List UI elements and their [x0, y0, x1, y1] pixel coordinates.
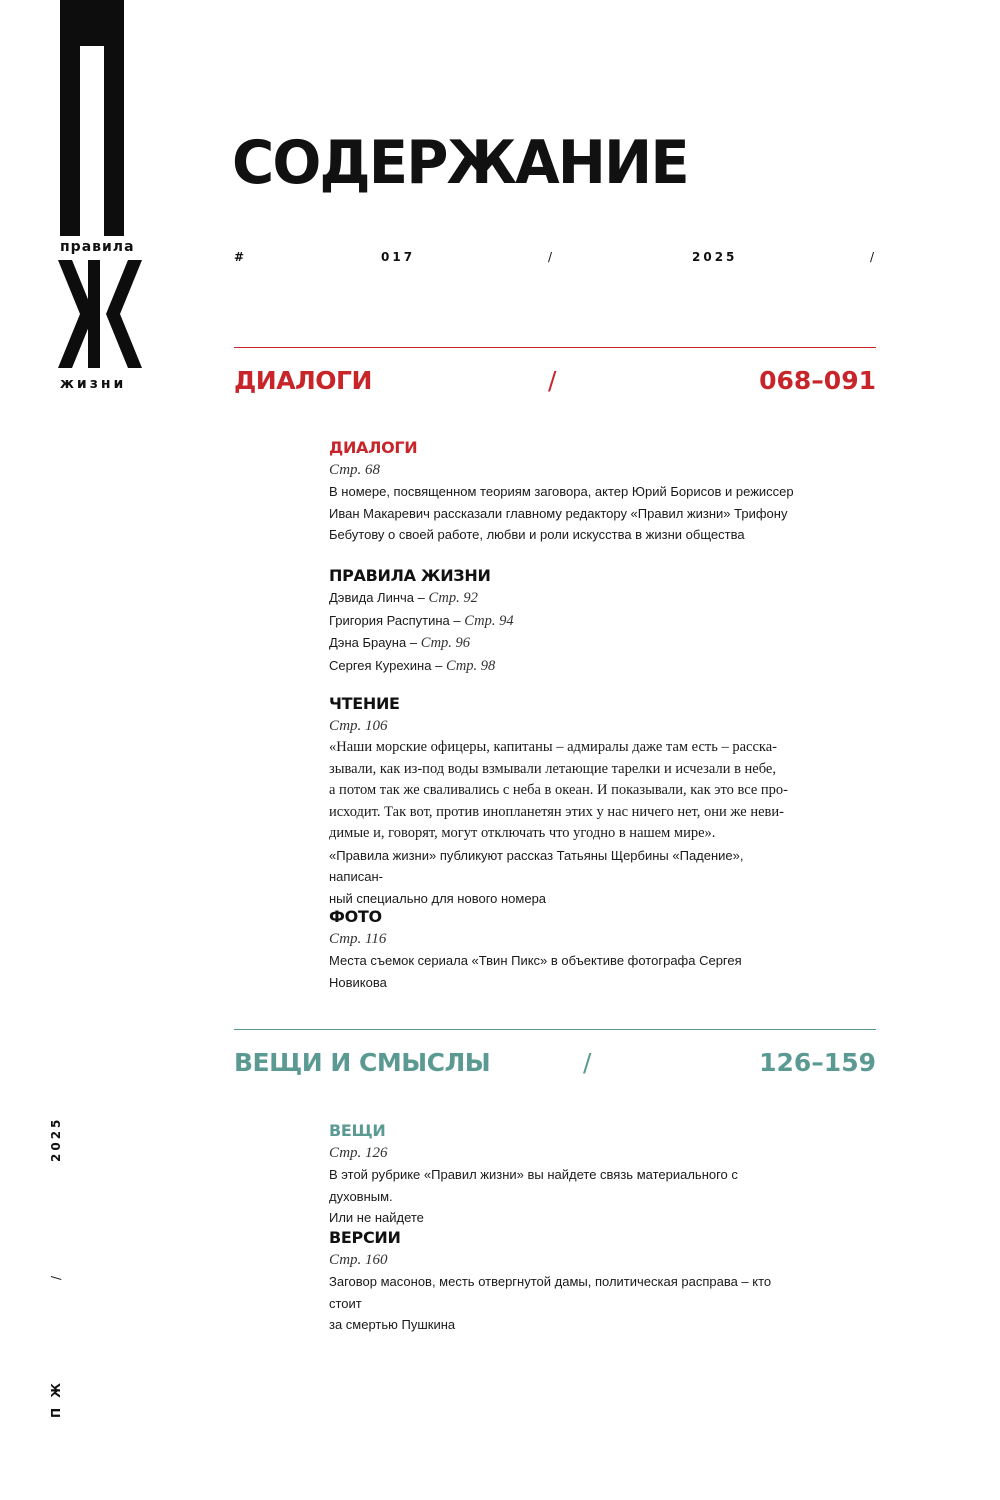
section-page-range: 068–091: [759, 366, 876, 395]
list-item[interactable]: Дэвида Линча – Стр. 92: [329, 590, 478, 606]
entry-title: ВЕЩИ: [329, 1121, 386, 1140]
issue-hash: #: [234, 250, 248, 264]
entry-description: «Правила жизни» публикуют рассказ Татьяны Щербины «Падение», написан- ный специально для нового номера: [329, 847, 744, 906]
entry-title: ФОТО: [329, 907, 382, 926]
sidebar-initials: П Ж: [49, 1380, 63, 1418]
entry-page: Стр. 160: [329, 1252, 388, 1268]
sidebar-slash: /: [49, 1272, 63, 1280]
section-rule: [234, 347, 876, 348]
entry-description: Заговор масонов, месть отвергнутой дамы, политическая расправа – кто стоит за смертью Пушкина: [329, 1274, 772, 1332]
section-rule: [234, 1029, 876, 1030]
entry-description: Места съемок сериала «Твин Пикс» в объективе фотографа Сергея Новикова: [329, 953, 742, 990]
entry-description: В этой рубрике «Правил жизни» вы найдете связь материального с духовным. Или не найдете: [329, 1167, 738, 1225]
list-item[interactable]: Сергея Курехина – Стр. 98: [329, 657, 496, 674]
logo-letter-zh: [58, 260, 142, 368]
entry-description: В номере, посвященном теориям заговора, актер Юрий Борисов и режиссер Иван Макаревич рассказали главному редактору «Правил жизни» Трифону Бебутову о своей работе, любви и роли искусства в жизни общества: [329, 484, 794, 542]
toc-entry[interactable]: [329, 565, 799, 677]
toc-entry[interactable]: [329, 1120, 799, 1229]
logo-top-word: правила: [60, 239, 135, 255]
issue-separator: /: [870, 250, 878, 264]
entry-title: ПРАВИЛА ЖИЗНИ: [329, 566, 491, 585]
issue-number: 017: [381, 250, 416, 264]
issue-year: 2025: [692, 250, 738, 264]
sidebar-year: 2025: [49, 1116, 63, 1162]
section-title: ДИАЛОГИ: [234, 366, 372, 395]
entry-title: ВЕРСИИ: [329, 1228, 401, 1247]
toc-entry[interactable]: [329, 693, 799, 909]
toc-entry[interactable]: [329, 1227, 799, 1336]
section-page-range: 126–159: [759, 1048, 876, 1077]
section-slash: /: [583, 1048, 592, 1077]
entry-page: Стр. 126: [329, 1145, 388, 1161]
list-item[interactable]: Дэна Брауна – Стр. 96: [329, 635, 471, 651]
list-item[interactable]: Григория Распутина – Стр. 94: [329, 612, 514, 629]
page-title: СОДЕРЖАНИЕ: [232, 128, 688, 198]
section-slash: /: [548, 366, 557, 395]
entry-page: Стр. 68: [329, 462, 381, 478]
entry-page: Стр. 106: [329, 718, 388, 734]
entry-title: ЧТЕНИЕ: [329, 694, 400, 713]
entry-page: Стр. 116: [329, 931, 387, 947]
issue-separator: /: [548, 250, 556, 264]
section-title: ВЕЩИ И СМЫСЛЫ: [234, 1048, 491, 1077]
entry-quote: «Наши морские офицеры, капитаны – адмиралы даже там есть – расска- зывали, как из-под воды взмывали летающие тарелки и исчезали в небе, а потом так же сваливались с неба в океан. И показывали, как это все про- исходит. Так вот, против инопланетян этих у нас ничего нет, они же неви- димые и, говорят, могут отключать что угодно в нашем мире».: [329, 739, 789, 841]
logo-letter-p: [60, 0, 124, 236]
toc-entry[interactable]: [329, 906, 799, 993]
logo-bottom-word: жизни: [60, 376, 127, 392]
toc-entry[interactable]: [329, 437, 799, 546]
entry-title: ДИАЛОГИ: [329, 438, 418, 457]
